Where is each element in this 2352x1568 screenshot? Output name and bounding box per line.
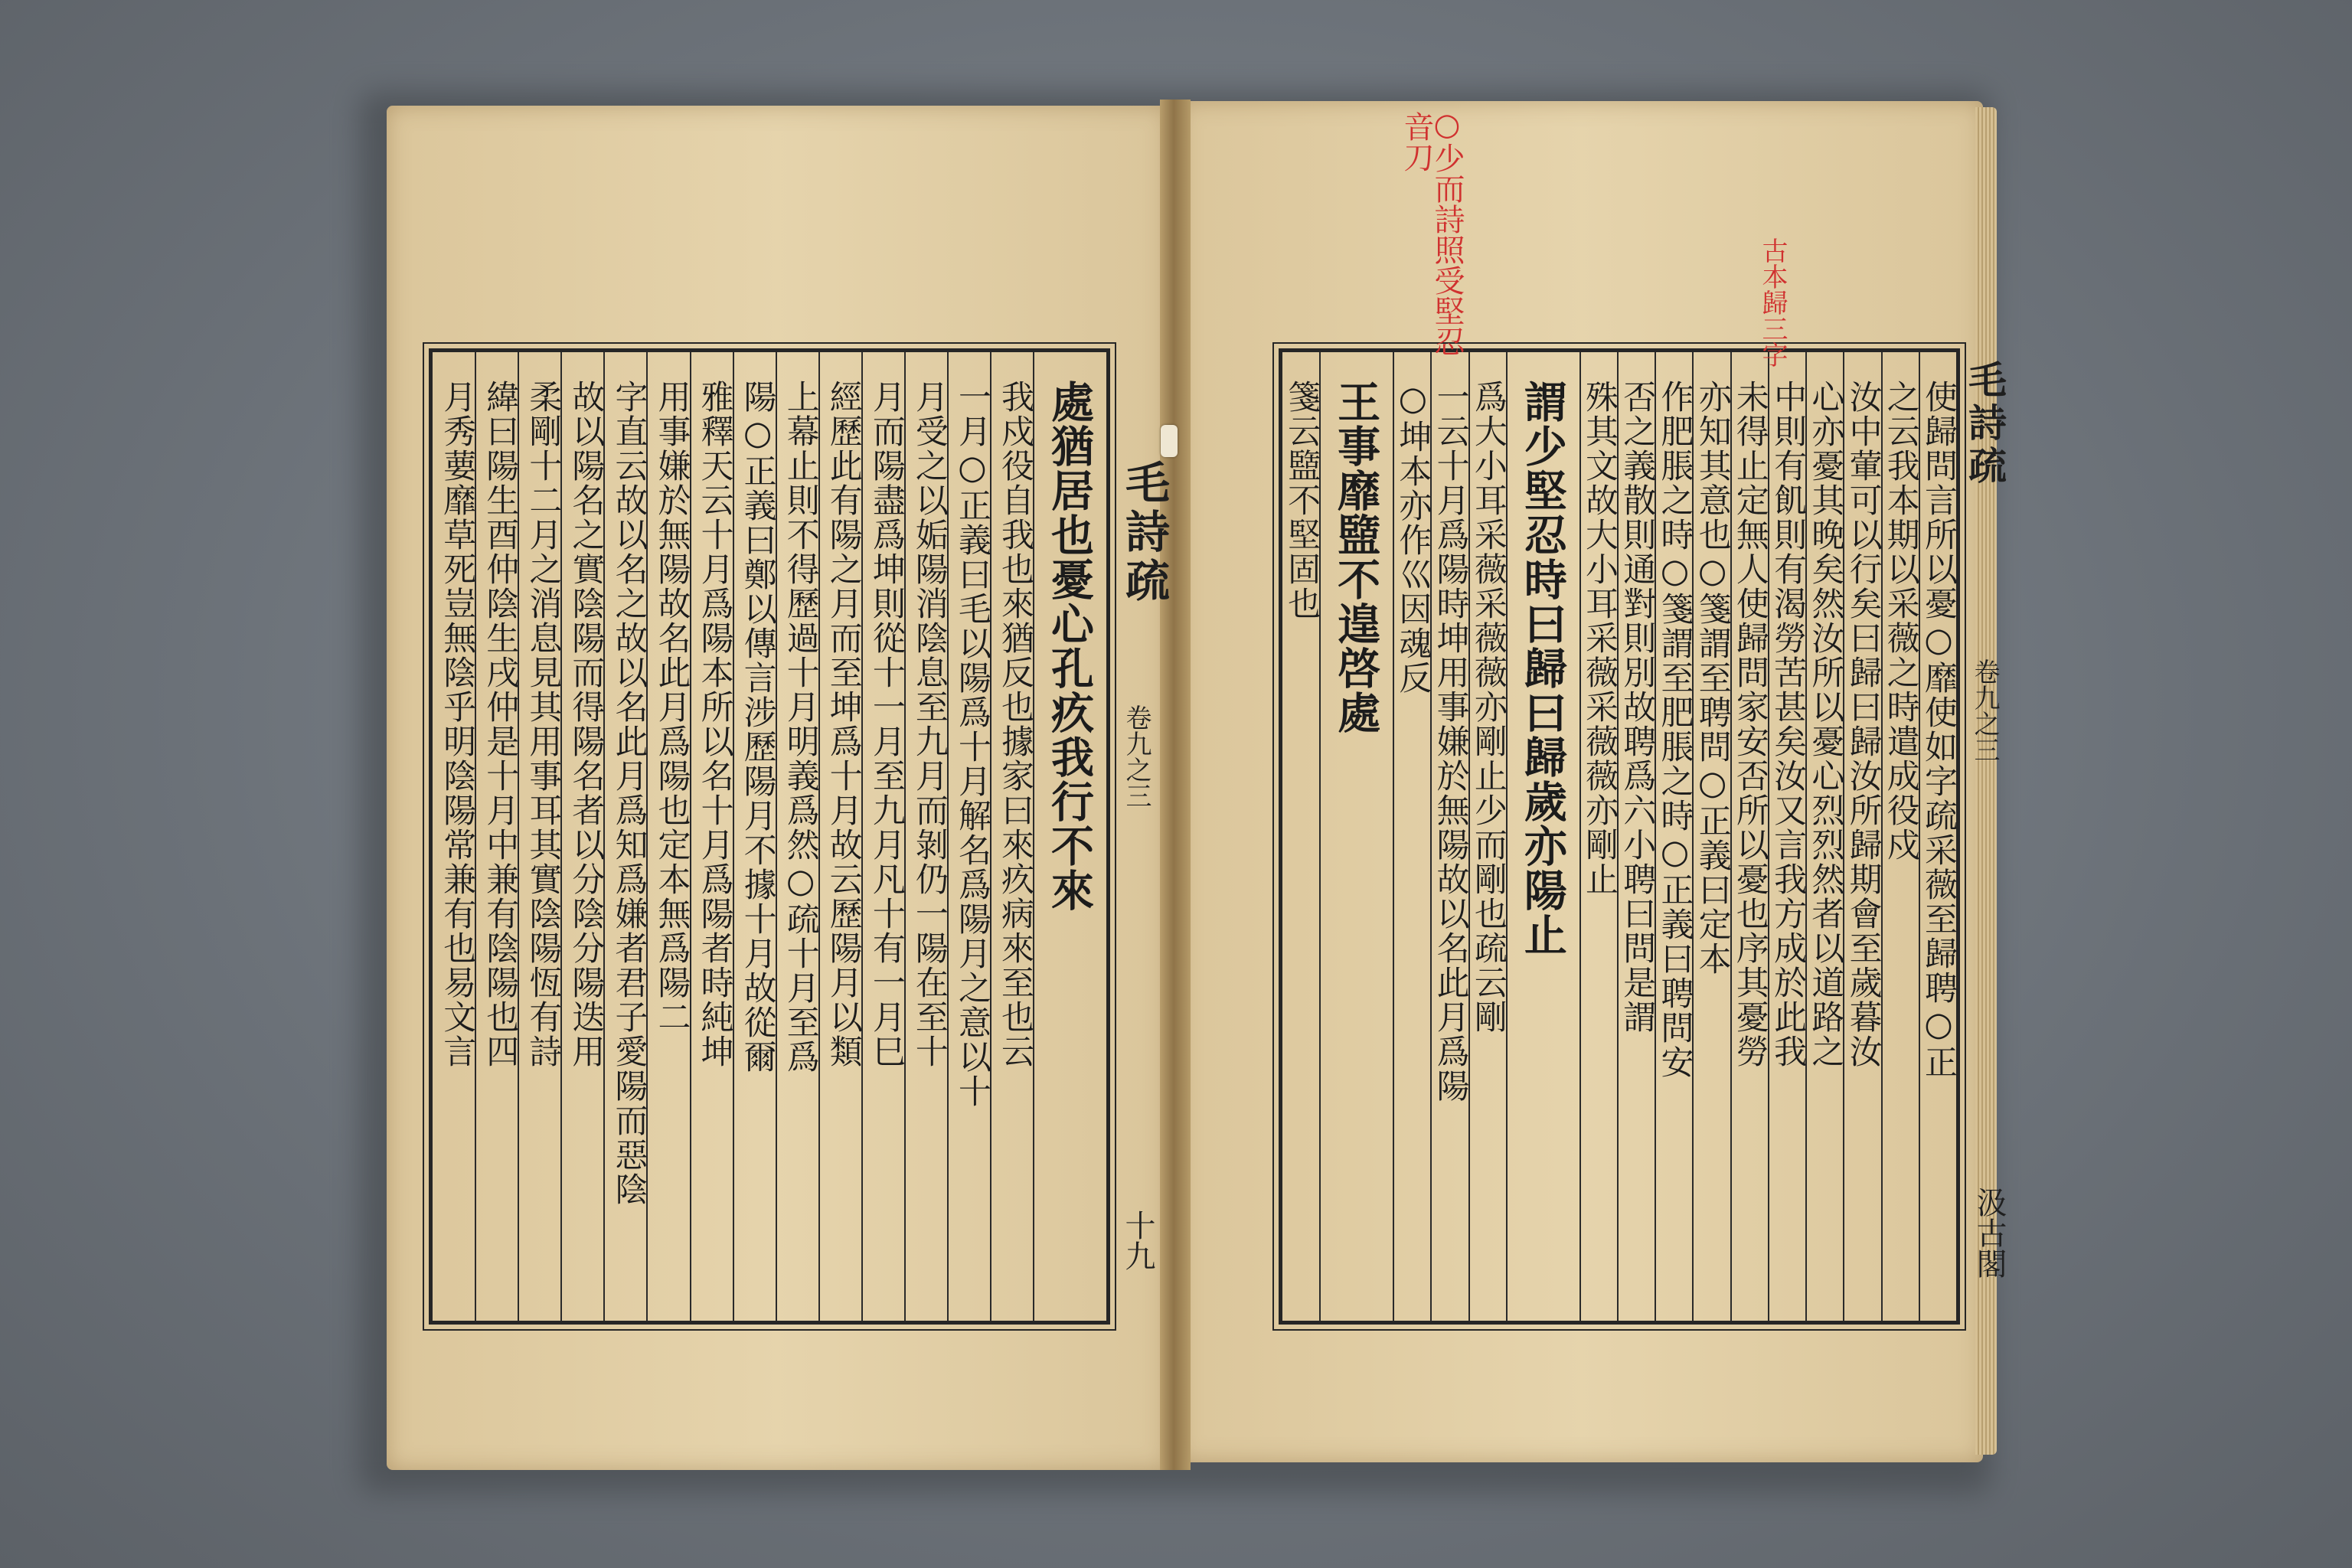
- text-column: 用事嫌於無陽故名此月爲陽也定本無爲陽二: [646, 352, 689, 1321]
- text-column: 柔剛十二月之消息見其用事耳其實陰陽恆有詩: [518, 352, 560, 1321]
- text-column: ○坤本亦作巛因魂反: [1393, 352, 1430, 1321]
- text-column: 緯曰陽生酉仲陰生戌仲是十月中兼有陰陽也四: [475, 352, 518, 1321]
- text-column: 上幕止則不得歷過十月明義爲然○疏十月至爲: [776, 352, 818, 1321]
- text-column: 一月○正義曰毛以陽爲十月解名爲陽月之意以十: [947, 352, 990, 1321]
- left-margin-title: 毛詩疏: [1118, 459, 1170, 606]
- text-column: 雅釋天云十月爲陽本所以名十月爲陽者時純坤: [690, 352, 733, 1321]
- text-column: 一云十月爲陽時坤用事嫌於無陽故以名此月爲陽: [1430, 352, 1468, 1321]
- text-column: 處猶居也憂心孔疚我行不來: [1033, 352, 1106, 1321]
- book-gutter: [1160, 100, 1191, 1470]
- text-column: 月而陽盡爲坤則從十一月至九月凡十有一月巳: [861, 352, 904, 1321]
- text-column: 使歸問言所以憂○靡使如字疏采薇至歸聘○正: [1919, 352, 1956, 1321]
- text-column: 陽○正義曰鄭以傳言涉歷陽月不據十月故從爾: [733, 352, 776, 1321]
- left-margin-folio: 十九: [1120, 1210, 1155, 1271]
- right-margin-folio: 汲古閣: [1971, 1187, 2007, 1279]
- text-column: 故以陽名之實陰陽而得陽名者以分陰分陽迭用: [560, 352, 603, 1321]
- text-column: 爲大小耳采薇采薇薇亦剛止少而剛也疏云剛: [1468, 352, 1506, 1321]
- red-annotation: 古本歸三字: [1757, 237, 1788, 368]
- text-column: 殊其文故大小耳采薇采薇薇亦剛止: [1579, 352, 1617, 1321]
- right-text-block: [1279, 348, 1960, 1325]
- red-annotation: 音刀: [1399, 111, 1434, 172]
- red-annotation: ○少而詩照受堅忍: [1429, 107, 1465, 357]
- text-column: 字直云故以名之故以名此月爲知爲嫌者君子愛陽而惡陰: [603, 352, 646, 1321]
- text-column: 汝中葷可以行矣曰歸曰歸汝所歸期會至歲暮汝: [1843, 352, 1880, 1321]
- text-column: 心亦憂其晚矣然汝所以憂心烈烈然者以道路之: [1805, 352, 1843, 1321]
- text-column: 中則有飢則有渴勞苦甚矣汝又言我方成於此我: [1768, 352, 1805, 1321]
- text-column: 箋云盬不堅固也: [1282, 380, 1321, 621]
- text-column: 王事靡盬不遑啓處: [1319, 352, 1393, 1321]
- text-column: 月秀葽靡草死豈無陰乎明陰陽常兼有也易文言: [438, 380, 477, 1069]
- left-margin-chapter: 卷九之三: [1121, 704, 1152, 808]
- text-column: 亦知其意也○箋謂至聘問○正義曰定本: [1692, 352, 1730, 1321]
- text-column: 未得止定無人使歸問家安否所以憂也序其憂勞: [1730, 352, 1768, 1321]
- text-column: 謂少堅忍時曰歸曰歸歲亦陽止: [1506, 352, 1579, 1321]
- text-column: 我戍役自我也來猶反也據家曰來疚病來至也云: [990, 352, 1033, 1321]
- right-margin-title: 毛詩疏: [1962, 360, 2007, 488]
- text-column: 否之義散則通對則別故聘爲六小聘曰問是謂: [1617, 352, 1655, 1321]
- text-column: 經歷此有陽之月而至坤爲十月故云歷陽月以類: [818, 352, 861, 1321]
- text-column: 作肥脹之時○箋謂至肥脹之時○正義曰聘問安: [1655, 352, 1692, 1321]
- text-column: 月受之以姤陽消陰息至九月而剝仍一陽在至十: [904, 352, 947, 1321]
- binding-thread: [1161, 425, 1178, 457]
- text-column: 之云我本期以采薇之時遣成役戍: [1881, 352, 1919, 1321]
- left-text-block: [429, 348, 1110, 1325]
- right-margin-chapter: 卷九之三: [1969, 658, 2000, 763]
